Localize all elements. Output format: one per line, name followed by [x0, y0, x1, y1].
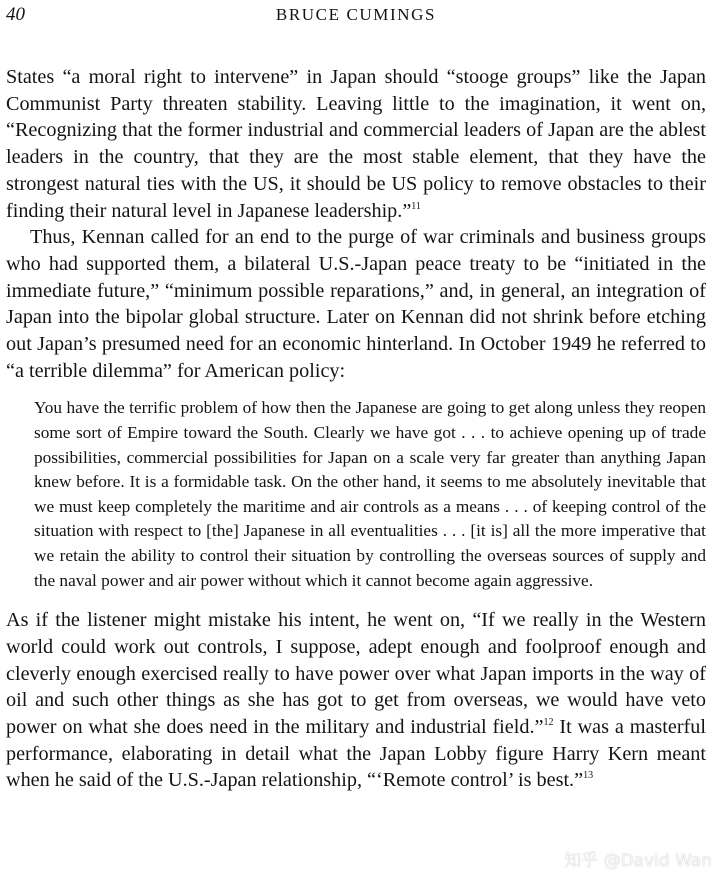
page-header: [6, 4, 706, 30]
paragraph-text: States “a moral right to intervene” in Japan should “stooge groups” like the Japan Communist Party threaten stability. Leaving little to the imagination, it went on, “Recognizing that the former industrial and commercial leaders of Japan are the ablest leaders in the country, that they are the most stable element, that they have the strongest natural ties with the US, it should be US policy to remove obstacles to their finding their natural level in Japanese leadership.”: [6, 66, 706, 222]
paragraph-text: It was a masterful performance, elaborating in detail what the Japan Lobby figure Harry Kern meant when he said of the U.S.-Japan relationship, “‘Remote control’ is best.”: [6, 716, 706, 792]
paragraph-1: [6, 64, 706, 224]
body-text: [6, 64, 706, 794]
block-quote: You have the terrific problem of how then the Japanese are going to get along unless they reopen some sort of Empire toward the South. Clearly we have got . . . to achieve opening up of trade possibilities, commercial possibilities for Japan on a scale very far greater than anything Japan knew before. It is a formidable task. On the other hand, it seems to me absolutely inevitable that we must keep completely the maritime and air controls as a means . . . of keeping control of the situation with respect to [the] Japanese in all eventualities . . . [it is] all the more imperative that we retain the ability to control their situation by controlling the overseas sources of supply and the naval power and air power without which it cannot become again aggressive.: [34, 398, 706, 590]
paragraph-3: [6, 607, 706, 794]
footnote-marker: 11: [411, 200, 421, 212]
footnote-marker: 13: [583, 770, 594, 782]
page-number: 40: [6, 4, 25, 25]
running-head: BRUCE CUMINGS: [275, 5, 437, 24]
watermark: 知乎 @David Wan: [564, 851, 712, 871]
footnote-marker: 12: [543, 717, 554, 728]
paragraph-text: As if the listener might mistake his intent, he went on, “If we really in the Western world could work out controls, I suppose, adept enough and foolproof enough and cleverly enough exercised really to have power over what Japan imports in the way of oil and such other things as she has got to get from overseas, we would have veto power on what she does need in the military and industrial field.”: [6, 609, 706, 738]
paragraph-2: Thus, Kennan called for an end to the purge of war criminals and business groups who had supported them, a bilateral U.S.-Japan peace treaty to be “initiated in the immediate future,” “minimum possible reparations,” and, in general, an integration of Japan into the bipolar global structure. Later on Kennan did not shrink before etching out Japan’s presumed need for an economic hinterland. In October 1949 he referred to “a terrible dilemma” for American policy:: [6, 226, 706, 382]
